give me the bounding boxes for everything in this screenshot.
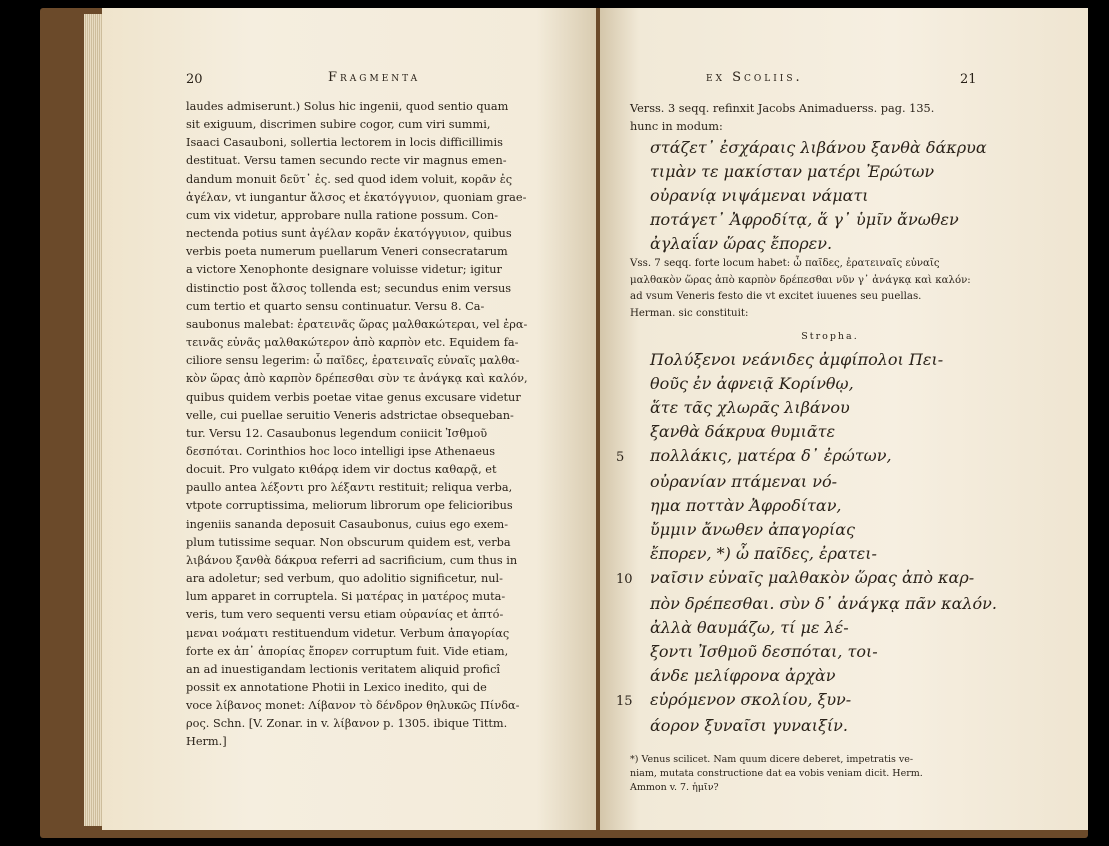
text-line: velle, cui puellae seruitio Veneris adstrictae obsequeban- bbox=[186, 408, 514, 422]
verse-line bbox=[616, 494, 1030, 518]
verse-line: ἀγλαΐαν ὥρας ἔπορεν. bbox=[650, 234, 833, 254]
verse-text: θοῦς ἐν ἀφνειᾷ Κορίνθῳ, bbox=[650, 374, 854, 394]
verse-line bbox=[616, 396, 1030, 420]
text-line: δεσπόται. Corinthios hoc loco intelligi ipse Athenaeus bbox=[186, 444, 496, 458]
text-line: a victore Xenophonte designare voluisse videtur; igitur bbox=[186, 263, 502, 277]
text-line: Herm.] bbox=[186, 735, 227, 749]
footnote-line: Ammon v. 7. ἡμῖν? bbox=[630, 782, 719, 794]
text-line: ad vsum Veneris festo die vt excitet iuuenes seu puellas. bbox=[630, 291, 922, 303]
text-line: sit exiguum, discrimen subire cogor, cum viri summi, bbox=[186, 118, 491, 132]
text-line: ρος. Schn. [V. Zonar. in v. λίβανον p. 1305. ibique Tittm. bbox=[186, 717, 508, 731]
verse-line bbox=[616, 518, 1030, 542]
verse-text: ἔπορεν, *) ὦ παῖδες, ἐρατει- bbox=[650, 544, 877, 564]
text-line: ciliore sensu legerim: ὦ παῖδες, ἐρατειναῖς εὐναῖς μαλθα- bbox=[186, 354, 520, 368]
running-head-left: Fragmenta bbox=[328, 70, 421, 85]
text-line: possit ex annotatione Photii in Lexico inedito, qui de bbox=[186, 681, 487, 694]
text-line: dandum monuit δεῦτ᾽ ἐς. sed quod idem voluit, κορᾶν ἐς bbox=[186, 172, 513, 186]
footnote bbox=[630, 748, 1030, 795]
book-spread bbox=[40, 8, 1088, 838]
verse-line: οὐρανίᾳ νιψάμεναι νάματι bbox=[650, 186, 869, 206]
line-number: 5 bbox=[616, 450, 625, 466]
verse-line bbox=[616, 592, 1030, 616]
text-line: laudes admiserunt.) Solus hic ingenii, quod sentio quam bbox=[186, 100, 509, 113]
text-line: hunc in modum: bbox=[630, 120, 723, 134]
text-line: cum tertio et quarto sensu continuatur. Versu 8. Ca- bbox=[186, 299, 485, 313]
strophe-label: Stropha. bbox=[801, 331, 859, 343]
verse-line bbox=[616, 688, 1030, 714]
verse-hermann bbox=[616, 348, 1030, 738]
text-line: nectenda potius sunt ἀγέλαν κορᾶν ἑκατόγγυιον, quibus bbox=[186, 227, 512, 241]
text-line: ara adoletur; sed verbum, quo adolitio significetur, nul- bbox=[186, 572, 503, 586]
verse-line bbox=[616, 470, 1030, 494]
verse-text: ξανθὰ δάκρυα θυμιᾶτε bbox=[650, 422, 836, 442]
text-line: μαλθακὸν ὥρας ἀπὸ καρπὸν δρέπεσθαι νῦν γ᾽ ἀνάγκᾳ καὶ καλόν: bbox=[630, 274, 971, 286]
left-body-text bbox=[186, 98, 596, 752]
footnote-line: *) Venus scilicet. Nam quum dicere deberet, impetratis ve- bbox=[630, 754, 914, 766]
text-line: quibus quidem verbis poetae vitae genus excusare videtur bbox=[186, 390, 521, 404]
text-line: cum vix videtur, approbare nulla ratione possum. Con- bbox=[186, 208, 499, 222]
verse-line bbox=[616, 664, 1030, 688]
page-number-left: 20 bbox=[186, 72, 203, 87]
verse-line bbox=[616, 348, 1030, 372]
text-line: ἀγέλαν, vt iungantur ἄλσος et ἑκατόγγυιον, quoniam grae- bbox=[186, 190, 527, 204]
commentary-text bbox=[630, 256, 1030, 322]
verse-text: ξοντι Ἰσθμοῦ δεσπόται, τοι- bbox=[650, 642, 878, 662]
verse-line bbox=[616, 566, 1030, 592]
verse-text: ἀλλὰ θαυμάζω, τί με λέ- bbox=[650, 618, 849, 638]
verse-text: άορον ξυναῖσι γυναιξίν. bbox=[650, 716, 848, 736]
verse-text: ὔμμιν ἄνωθεν ἀπαγορίας bbox=[650, 520, 855, 540]
verse-jacobs bbox=[630, 136, 1030, 256]
verse-text: πολλάκις, ματέρα δ᾽ ἐρώτων, bbox=[650, 446, 892, 466]
text-line: lum apparet in corruptela. Si ματέρας in ματέρος muta- bbox=[186, 590, 506, 604]
verse-text: Πολύξενοι νεάνιδες ἀμφίπολοι Πει- bbox=[650, 350, 944, 370]
verse-line: τιμὰν τε μακίσταν ματέρι Ἐρώτων bbox=[650, 162, 935, 182]
text-line: paullo antea λέξοντι pro λέξαντι restituit; reliqua verba, bbox=[186, 481, 513, 495]
verse-line bbox=[616, 714, 1030, 738]
verse-text: πὸν δρέπεσθαι. σὺν δ᾽ ἀνάγκᾳ πᾶν καλόν. bbox=[650, 594, 997, 614]
verse-line bbox=[616, 616, 1030, 640]
verse-text: ναῖσιν εὐναῖς μαλθακὸν ὥρας ἀπὸ καρ- bbox=[650, 568, 975, 588]
text-line: veris, tum vero sequenti versu etiam οὐρανίας et ἀπτό- bbox=[186, 608, 504, 622]
text-line: Herman. sic constituit: bbox=[630, 307, 749, 319]
text-line: tur. Versu 12. Casaubonus legendum coniicit Ἰσθμοῦ bbox=[186, 426, 488, 440]
page-number-right: 21 bbox=[960, 72, 977, 87]
text-line: an ad inuestigandam lectionis veritatem aliquid proficî bbox=[186, 662, 501, 676]
text-line: voce λίβανος monet: Λίβανον τὸ δένδρον θηλυκῶς Πίνδα- bbox=[186, 699, 520, 713]
text-line: λιβάνου ξανθὰ δάκρυα referri ad sacrificium, cum thus in bbox=[186, 553, 518, 567]
text-line: distinctio post ἄλσος tollenda est; secundus enim versus bbox=[186, 281, 512, 295]
text-line: Verss. 3 seqq. refinxit Jacobs Animaduerss. pag. 135. bbox=[630, 102, 935, 115]
text-line: κὸν ὥρας ἀπὸ καρπὸν δρέπεσθαι σὺν τε ἀνάγκᾳ καὶ καλόν, bbox=[186, 372, 528, 386]
verse-line: ποτάγετ᾽ Ἀφροδίτᾳ, ἅ γ᾽ ὑμῖν ἄνωθεν bbox=[650, 210, 959, 230]
right-body-text bbox=[616, 100, 1030, 795]
text-line: τεινᾶς εὐνᾶς μαλθακώτερον ἀπὸ καρπὸν etc. Equidem fa- bbox=[186, 336, 519, 350]
text-line: vtpote corruptissima, meliorum librorum ope felicioribus bbox=[186, 499, 513, 513]
text-line: ingeniis sananda deposuit Casaubonus, cuius ego exem- bbox=[186, 517, 509, 531]
line-number: 15 bbox=[616, 694, 633, 710]
verse-text: ἅτε τᾶς χλωρᾶς λιβάνου bbox=[650, 398, 850, 418]
verse-text: οὐρανίαν πτάμεναι νό- bbox=[650, 472, 837, 492]
verse-text: εὑρόμενον σκολίου, ξυν- bbox=[650, 690, 852, 710]
text-line: docuit. Pro vulgato κιθάρᾳ idem vir doctus καθαρᾷ, et bbox=[186, 463, 497, 477]
verse-text: ημα ποττὰν Ἀφροδίταν, bbox=[650, 496, 842, 516]
page-edges bbox=[84, 14, 102, 826]
text-line: Vss. 7 seqq. forte locum habet: ὦ παῖδες, ἐρατειναῖς εὐναῖς bbox=[630, 258, 940, 270]
left-page bbox=[102, 8, 596, 830]
verse-line bbox=[616, 542, 1030, 566]
line-number: 10 bbox=[616, 572, 633, 588]
verse-line bbox=[616, 420, 1030, 444]
right-page bbox=[600, 8, 1088, 830]
footnote-line: niam, mutata constructione dat ea vobis veniam dicit. Herm. bbox=[630, 768, 923, 780]
verse-line bbox=[616, 372, 1030, 396]
running-head-right: ex Scoliis. bbox=[706, 70, 803, 85]
text-line: forte ex ἀπ᾽ ἀπορίας ἔπορεν corruptum fuit. Vide etiam, bbox=[186, 644, 509, 658]
text-line: μεναι νοάματι restituendum videtur. Verbum ἀπαγορίας bbox=[186, 626, 510, 640]
text-line: Isaaci Casauboni, sollertia lectorem in locis difficillimis bbox=[186, 136, 503, 150]
verse-line bbox=[616, 444, 1030, 470]
verse-line: στάζετ᾽ ἐσχάραις λιβάνου ξανθὰ δάκρυα bbox=[650, 138, 987, 158]
intro-text bbox=[630, 100, 1030, 136]
text-line: saubonus malebat: ἐρατεινᾶς ὥρας μαλθακώτεραι, vel ἐρα- bbox=[186, 317, 528, 331]
text-line: verbis poeta numerum puellarum Veneri consecratarum bbox=[186, 245, 508, 259]
text-line: plum tutissime sequar. Non obscurum quidem est, verba bbox=[186, 535, 511, 549]
text-line: destituat. Versu tamen secundo recte vir magnus emen- bbox=[186, 154, 507, 168]
verse-line bbox=[616, 640, 1030, 664]
verse-text: άνδε μελίφρονα ἀρχὰν bbox=[650, 666, 836, 686]
